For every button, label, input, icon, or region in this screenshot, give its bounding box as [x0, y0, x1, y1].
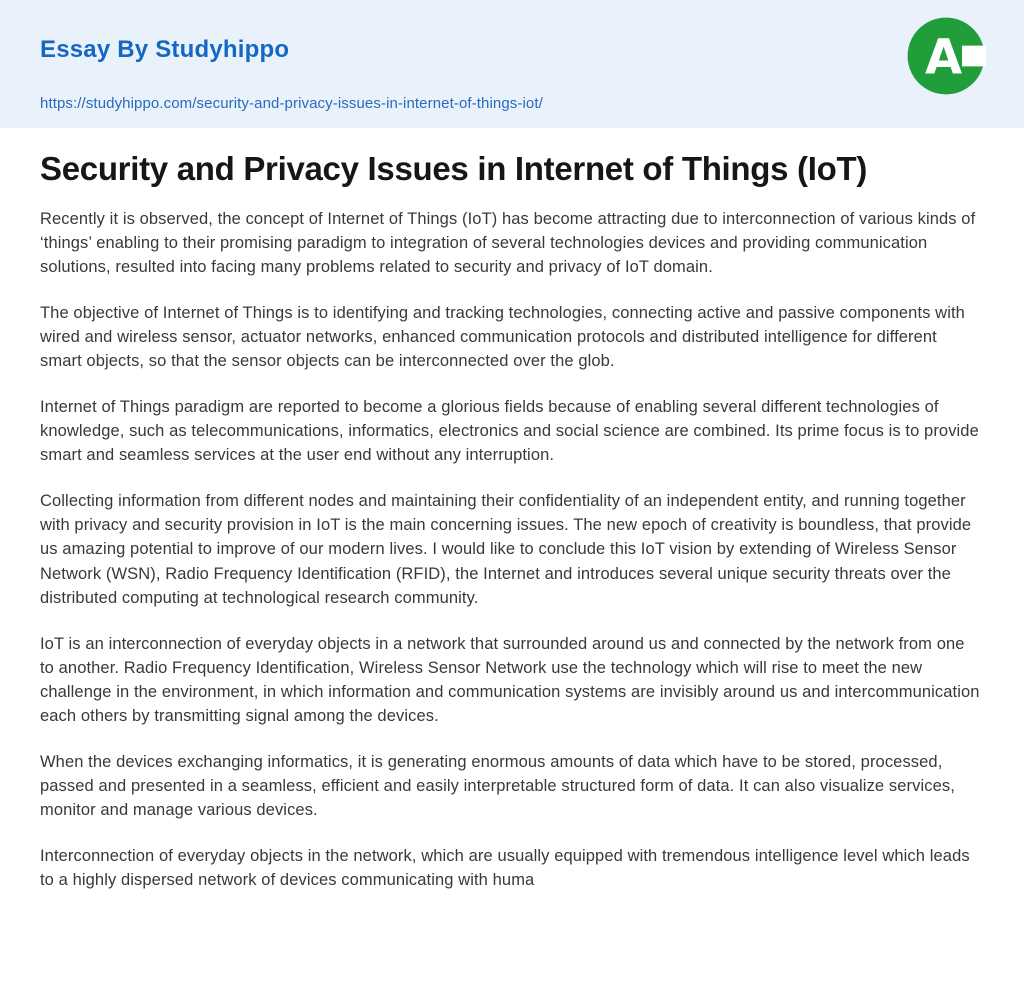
article-content [0, 128, 1024, 954]
article-paragraph: The objective of Internet of Things is to identifying and tracking technologies, connecting active and passive components with wired and wireless sensor, actuator networks, enhanced communication protocols and distributed intelligence for different smart objects, so that the sensor objects can be interconnected over the glob. [40, 303, 965, 370]
article-title: Security and Privacy Issues in Internet of Things (IoT) [40, 150, 868, 187]
page-header [0, 0, 1024, 128]
article-paragraph: When the devices exchanging informatics, it is generating enormous amounts of data which have to be stored, processed, passed and presented in a seamless, efficient and easily interpretable structured form of data. It can also visualize services, monitor and manage various devices. [40, 753, 955, 820]
article-paragraph: Collecting information from different nodes and maintaining their confidentiality of an independent entity, and running together with privacy and security provision in IoT is the main concerning issues. The new epoch of creativity is boundless, that provide us amazing potential to improve of our modern lives. I would like to conclude this IoT vision by extending of Wireless Sensor Network (WSN), Radio Frequency Identification (RFID), the Internet and introduces several unique security threats over the distributed computing at technological research community. [40, 492, 972, 607]
logo-letter: A [925, 29, 963, 86]
header-text-block [40, 38, 984, 113]
article-paragraph: Recently it is observed, the concept of Internet of Things (IoT) has become attracting due to interconnection of various kinds of ‘things’ enabling to their promising paradigm to integration of several technologies devices and providing communication solutions, resulted into facing many problems related to security and privacy of IoT domain. [40, 209, 976, 276]
site-title: Essay By Studyhippo [40, 36, 290, 63]
article-paragraph: Interconnection of everyday objects in the network, which are usually equipped with tremendous intelligence level which leads to a highly dispersed network of devices communicating with huma [40, 847, 970, 890]
source-url-link[interactable]: https://studyhippo.com/security-and-privacy-issues-in-internet-of-things-iot/ [40, 95, 543, 112]
article-paragraph: Internet of Things paradigm are reported to become a glorious fields because of enabling several different technologies of knowledge, such as telecommunications, informatics, electronics and social science are combined. Its prime focus is to provide smart and seamless services at the user end without any interruption. [40, 398, 979, 465]
studyhippo-logo-icon [906, 16, 986, 96]
article-paragraph: IoT is an interconnection of everyday objects in a network that surrounded around us and connected by the network from one to another. Radio Frequency Identification, Wireless Sensor Network use the technology which will rise to meet the new challenge in the environment, in which information and communication systems are invisibly around us and intercommunication each others by transmitting signal among the devices. [40, 634, 980, 725]
